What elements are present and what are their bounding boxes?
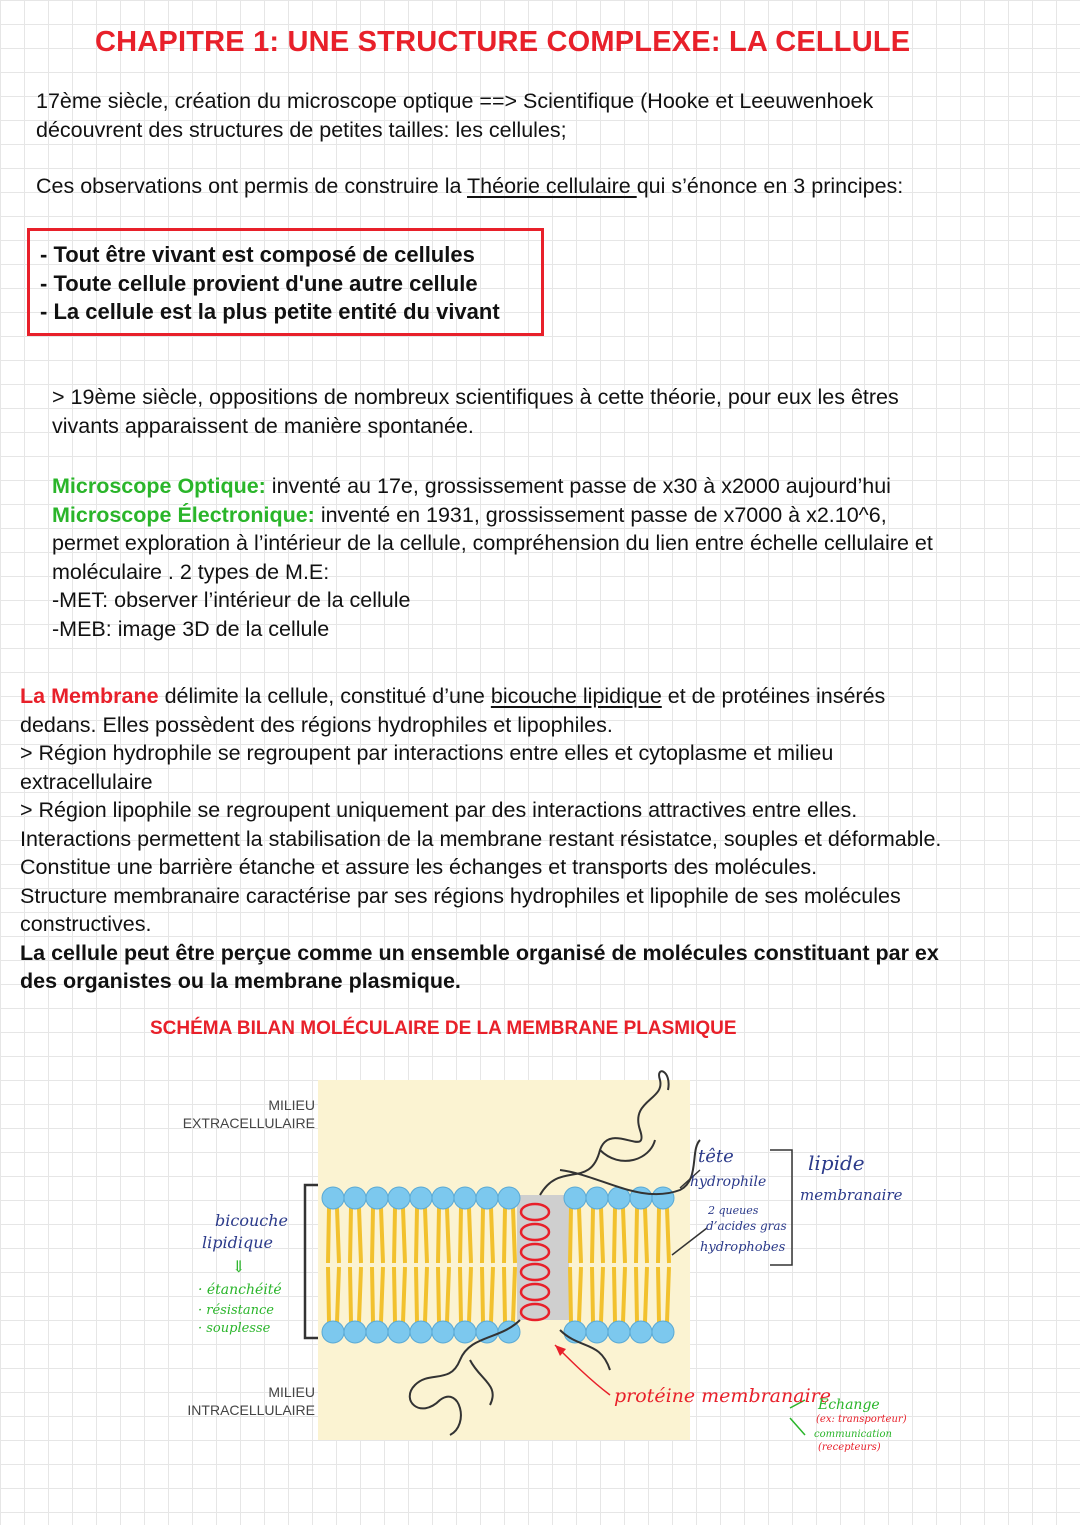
- membrane-l1a: délimite la cellule, constitué d’une: [158, 684, 491, 708]
- membrane-bold-2: des organistes ou la membrane plasmique.: [20, 969, 461, 993]
- lipid-head: [630, 1321, 652, 1343]
- lipid-head: [454, 1321, 476, 1343]
- lipid-head: [586, 1187, 608, 1209]
- proteine-label: protéine membranaire: [614, 1385, 831, 1407]
- theory-pre: Ces observations ont permis de construire la: [36, 174, 468, 198]
- lipid-head: [410, 1321, 432, 1343]
- lipid-head: [344, 1321, 366, 1343]
- bilayer-bracket: [305, 1185, 318, 1338]
- lipid-head: [322, 1321, 344, 1343]
- opposition-paragraph: [52, 383, 899, 440]
- microscope-optique-text: inventé au 17e, grossissement passe de x30 à x2000 aujourd’hui: [265, 474, 891, 498]
- extra-label-2: EXTRACELLULAIRE: [182, 1115, 315, 1131]
- lipid-head: [476, 1321, 498, 1343]
- lipide-label-1: lipide: [808, 1151, 865, 1175]
- membrane-bold-1: La cellule peut être perçue comme un ensemble organisé de molécules constituant par ex: [20, 940, 939, 965]
- met-line: -MET: observer l’intérieur de la cellule: [52, 588, 411, 612]
- microscopes-paragraph: [52, 472, 933, 643]
- queues-label-2: d’acides gras: [706, 1219, 787, 1233]
- lipid-head: [410, 1187, 432, 1209]
- membrane-l1b: et de protéines insérés: [661, 684, 886, 708]
- microscope-electronique-line: [52, 501, 933, 530]
- intro-paragraph: [36, 87, 873, 144]
- membrane-paragraph: [20, 682, 941, 996]
- membrane-line-6: Interactions permettent la stabilisation de la membrane restant résistatce, souples et déformable.: [20, 826, 942, 851]
- meb-line: -MEB: image 3D de la cellule: [52, 616, 330, 641]
- membrane-line-4: extracellulaire: [20, 769, 153, 794]
- transporteur-label: (ex: transporteur): [816, 1414, 907, 1425]
- bicouche-link: bicouche lipidique: [490, 684, 662, 708]
- principle-1: - Tout être vivant est composé de cellules: [40, 242, 475, 267]
- intro-line-2: découvrent des structures de petites tailles: les cellules;: [36, 117, 567, 142]
- communication-label: communication: [814, 1429, 892, 1440]
- lipid-head: [432, 1187, 454, 1209]
- bicouche-label-2: lipidique: [202, 1233, 273, 1252]
- souplesse-label: · souplesse: [198, 1321, 271, 1336]
- lipide-label-2: membranaire: [800, 1186, 903, 1204]
- membrane-diagram: [0, 1040, 1080, 1525]
- hydrophile-label: hydrophile: [690, 1174, 767, 1190]
- tete-label: tête: [698, 1146, 734, 1167]
- lipid-head: [498, 1187, 520, 1209]
- resistance-label: · résistance: [198, 1303, 274, 1318]
- lipid-head: [652, 1187, 674, 1209]
- bicouche-label-1: bicouche: [215, 1211, 288, 1230]
- lipid-head: [432, 1321, 454, 1343]
- membrane-line-5: > Région lipophile se regroupent uniquement par des interactions attractives entre elles.: [20, 798, 858, 822]
- intra-label-1: MILIEU: [268, 1384, 315, 1400]
- membrane-label: La Membrane: [20, 684, 159, 708]
- lipid-head: [476, 1187, 498, 1209]
- lipid-head: [388, 1187, 410, 1209]
- intro-line-1: 17ème siècle, création du microscope optique ==> Scientifique (Hooke et Leeuwenhoek: [36, 89, 874, 113]
- communication-arrow: [790, 1418, 805, 1435]
- page-title: CHAPITRE 1: UNE STRUCTURE COMPLEXE: LA CELLULE: [95, 26, 911, 58]
- etancheite-label: · étanchéité: [198, 1282, 282, 1298]
- theory-post: qui s’énonce en 3 principes:: [636, 174, 904, 198]
- lipid-head: [366, 1187, 388, 1209]
- lipid-head: [344, 1187, 366, 1209]
- echange-label: Echange: [818, 1397, 880, 1413]
- lipid-head: [608, 1321, 630, 1343]
- membrane-line-8: Structure membranaire caractérise par ses régions hydrophiles et lipophile de ses molécules: [20, 883, 901, 908]
- opposition-line-2: vivants apparaissent de manière spontanée.: [52, 413, 474, 438]
- microscope-optique-label: Microscope Optique:: [52, 474, 266, 498]
- membrane-line-3: > Région hydrophile se regroupent par interactions entre elles et cytoplasme et milieu: [20, 741, 834, 765]
- membrane-line-9: constructives.: [20, 912, 152, 936]
- theory-link: Théorie cellulaire: [467, 174, 637, 198]
- membrane-line-1: [20, 682, 941, 711]
- queues-label-1: 2 queues: [708, 1204, 759, 1217]
- principles-box: [27, 228, 544, 336]
- membrane-line-7: Constitue une barrière étanche et assure les échanges et transports des molécules.: [20, 855, 818, 879]
- microscope-electronique-label: Microscope Électronique:: [52, 502, 315, 527]
- principle-3: - La cellule est la plus petite entité du vivant: [40, 299, 500, 324]
- lipid-head: [322, 1187, 344, 1209]
- lipid-head: [586, 1321, 608, 1343]
- lipid-head: [652, 1321, 674, 1343]
- lipid-head: [564, 1187, 586, 1209]
- lipid-head: [454, 1187, 476, 1209]
- principle-2: - Toute cellule provient d'une autre cellule: [40, 270, 478, 296]
- recepteurs-label: (recepteurs): [818, 1442, 881, 1453]
- membrane-line-2: dedans. Elles possèdent des régions hydrophiles et lipophiles.: [20, 712, 613, 737]
- bicouche-arrow: ⇓: [232, 1257, 246, 1276]
- hydrophobes-label: hydrophobes: [700, 1240, 786, 1255]
- extra-label-1: MILIEU: [268, 1097, 315, 1113]
- microscope-line-3: permet exploration à l’intérieur de la cellule, compréhension du lien entre échelle cellulaire et: [52, 531, 933, 555]
- theory-sentence: [36, 172, 903, 201]
- opposition-line-1: > 19ème siècle, oppositions de nombreux scientifiques à cette théorie, pour eux les êtres: [52, 385, 899, 409]
- lipid-head: [366, 1321, 388, 1343]
- intra-label-2: INTRACELLULAIRE: [187, 1402, 315, 1418]
- schema-title: SCHÉMA BILAN MOLÉCULAIRE DE LA MEMBRANE PLASMIQUE: [150, 1018, 737, 1039]
- microscope-optique-line: [52, 472, 933, 501]
- microscope-electronique-text: inventé en 1931, grossissement passe de x7000 à x2.10^6,: [314, 502, 887, 527]
- microscope-line-4: moléculaire . 2 types de M.E:: [52, 559, 330, 584]
- lipid-head: [388, 1321, 410, 1343]
